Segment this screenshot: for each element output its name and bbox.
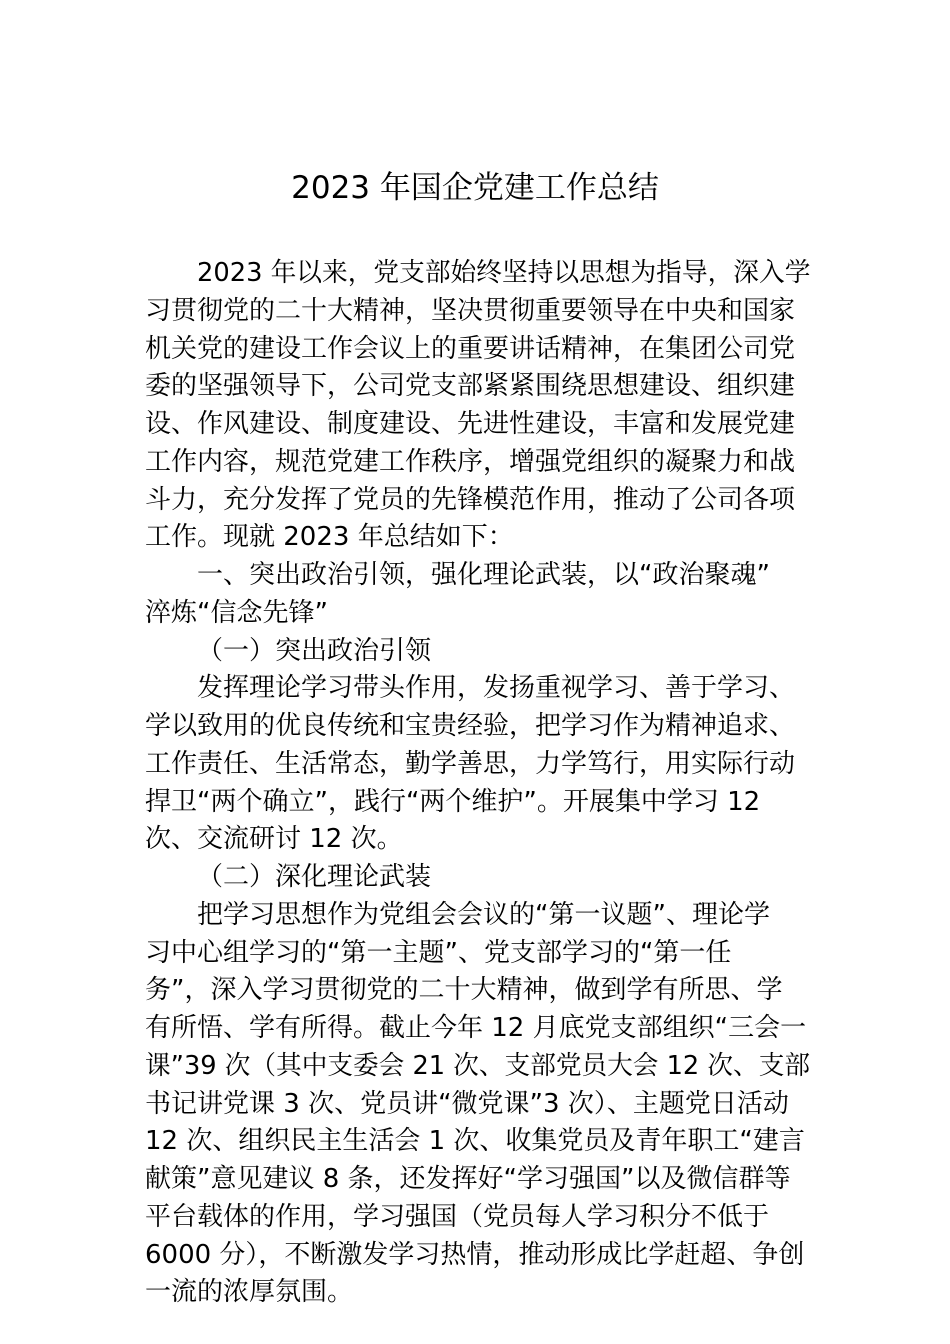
subsection-heading-1 [145,633,810,671]
text-line: 次、交流研讨 12 次。 [145,824,403,855]
text-line: 书记讲党课 3 次、党员讲“微党课”3 次）、主题党日活动 [145,1088,789,1119]
document-body [145,255,810,1312]
text-line: 课”39 次（其中支委会 21 次、支部党员大会 12 次、支部 [145,1050,811,1081]
text-line: 淬炼“信念先锋” [145,597,328,628]
text-line: 习中心组学习的“第一主题”、党支部学习的“第一任 [145,937,732,968]
text-line: 捍卫“两个确立”，践行“两个维护”。开展集中学习 12 [145,786,761,817]
intro-paragraph [145,255,810,557]
text-line: （二）深化理论武装 [197,862,432,892]
text-line: 把学习思想作为党组会会议的“第一议题”、理论学 [197,899,770,930]
text-line: 一、突出政治引领，强化理论武装，以“政治聚魂” [197,560,770,590]
text-line: 12 次、组织民主生活会 1 次、收集党员及青年职工“建言 [145,1126,805,1157]
text-line: （一）突出政治引领 [197,635,432,666]
text-line: 机关党的建设工作会议上的重要讲话精神，在集团公司党 [145,333,796,364]
text-line: 设、作风建设、制度建设、先进性建设，丰富和发展党建 [145,409,796,439]
text-line: 工作内容，规范党建工作秩序，增强党组织的凝聚力和战 [145,446,796,477]
text-line: 工作。现就 2023 年总结如下： [145,522,514,553]
text-line: 发挥理论学习带头作用，发扬重视学习、善于学习、 [197,673,796,704]
text-line: 委的坚强领导下，公司党支部紧紧围绕思想建设、组织建 [145,371,796,402]
text-line: 一流的浓厚氛围。 [145,1277,354,1308]
text-line: 工作责任、生活常态，勤学善思，力学笃行，用实际行动 [145,748,796,779]
text-line: 务”，深入学习贯彻党的二十大精神，做到学有所思、学 [145,975,783,1006]
document-title: 2023 年国企党建工作总结 [291,170,659,206]
text-line: 习贯彻党的二十大精神，坚决贯彻重要领导在中央和国家 [145,295,796,326]
text-line: 2023 年以来，党支部始终坚持以思想为指导，深入学 [197,258,811,288]
text-line: 献策”意见建议 8 条，还发挥好“学习强国”以及微信群等 [145,1164,791,1194]
text-line: 有所悟、学有所得。截止今年 12 月底党支部组织“三会一 [145,1013,807,1043]
subsection-2-paragraph [145,897,810,1312]
text-line: 平台载体的作用，学习强国（党员每人学习积分不低于 [145,1201,770,1232]
text-line: 6000 分），不断激发学习热情，推动形成比学赶超、争创 [145,1239,805,1270]
text-line: 学以致用的优良传统和宝贵经验，把学习作为精神追求、 [145,711,796,741]
section-heading-1 [145,557,810,633]
subsection-heading-2 [145,859,810,897]
subsection-1-paragraph [145,670,810,859]
text-line: 斗力，充分发挥了党员的先锋模范作用，推动了公司各项 [145,484,796,515]
